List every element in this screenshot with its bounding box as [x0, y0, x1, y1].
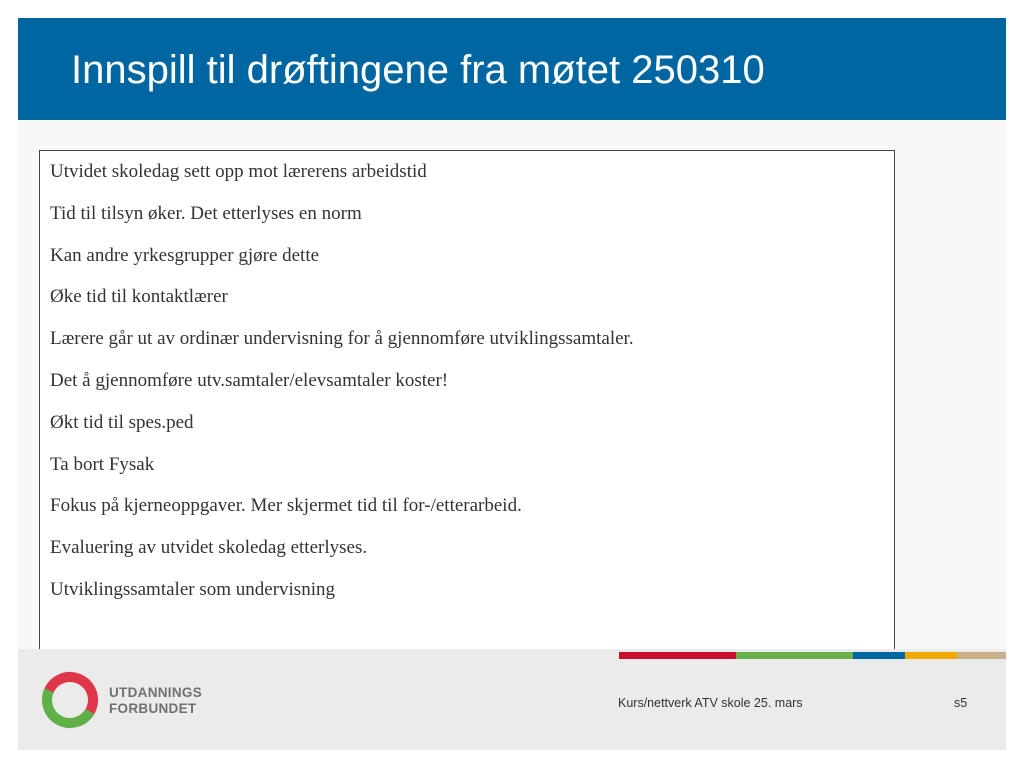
slide-title: Innspill til drøftingene fra møtet 250310 [71, 48, 765, 92]
stripe-yellow [905, 652, 957, 659]
logo-wordmark [109, 685, 202, 717]
list-item: Utvidet skoledag sett opp mot lærerens arbeidstid [50, 161, 427, 182]
list-item: Det å gjennomføre utv.samtaler/elevsamtaler koster! [50, 369, 449, 391]
logo-line-2: FORBUNDET [109, 701, 197, 716]
list-item: Evaluering av utvidet skoledag etterlyses. [50, 537, 368, 559]
stripe-green [736, 652, 853, 659]
list-item: Tid til tilsyn øker. Det etterlyses en norm [50, 202, 362, 224]
stripe-blue [853, 652, 905, 659]
stripe-tan [957, 652, 1006, 659]
list-item: Økt tid til spes.ped [50, 411, 194, 433]
content-box [39, 150, 895, 650]
list-item: Utviklingssamtaler som undervisning [50, 578, 335, 600]
list-item: Øke tid til kontaktlærer [50, 286, 228, 308]
title-bar [18, 18, 1006, 120]
list-item: Kan andre yrkesgrupper gjøre dette [50, 244, 320, 266]
list-item: Ta bort Fysak [50, 453, 155, 475]
content-list [40, 151, 894, 617]
slide [18, 18, 1006, 750]
footer-caption: Kurs/nettverk ATV skole 25. mars [618, 696, 803, 710]
logo-line-1: UTDANNINGS [109, 685, 202, 700]
list-item: Lærere går ut av ordinær undervisning for å gjennomføre utviklingssamtaler. [50, 328, 634, 350]
stripe-red [619, 652, 736, 659]
page-number: s5 [954, 696, 968, 710]
utdanningsforbundet-logo-icon [38, 668, 102, 732]
list-item: Fokus på kjerneoppgaver. Mer skjermet tid til for-/etterarbeid. [50, 495, 522, 517]
